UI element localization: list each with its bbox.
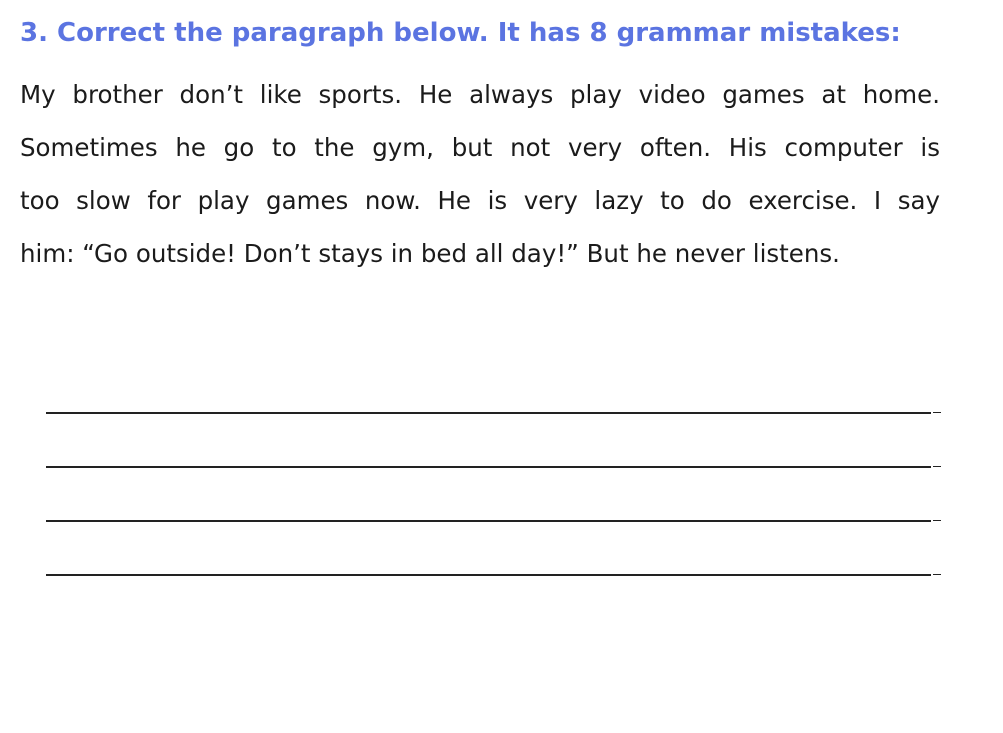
answer-lines bbox=[46, 412, 941, 628]
answer-line-1[interactable] bbox=[46, 412, 941, 414]
paragraph-line: My brother don’t like sports. He always play video games at home. bbox=[20, 80, 940, 109]
answer-line-2[interactable] bbox=[46, 466, 941, 468]
paragraph-line: him: “Go outside! Don’t stays in bed all day!” But he never listens. bbox=[20, 239, 840, 268]
exercise-heading: 3. Correct the paragraph below. It has 8 grammar mistakes: bbox=[20, 18, 901, 48]
paragraph-line: Sometimes he go to the gym, but not very often. His computer is bbox=[20, 133, 940, 162]
exercise-paragraph bbox=[20, 68, 940, 280]
answer-line-4[interactable] bbox=[46, 574, 941, 576]
paragraph-line: too slow for play games now. He is very lazy to do exercise. I say bbox=[20, 186, 940, 215]
answer-line-3[interactable] bbox=[46, 520, 941, 522]
